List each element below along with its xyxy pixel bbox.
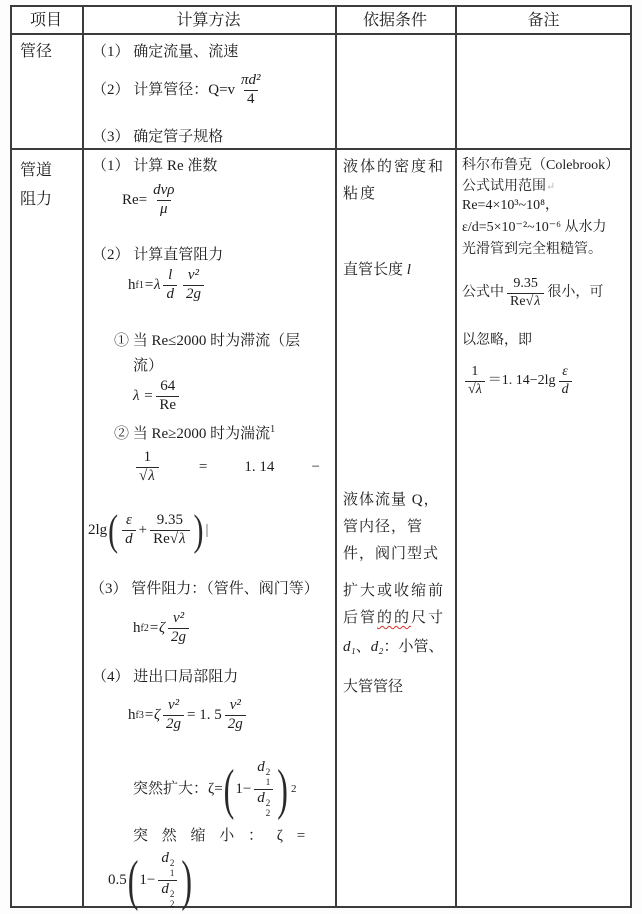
re-text: Re <box>153 530 170 547</box>
column-divider-2 <box>335 5 337 908</box>
fraction-numerator: v² <box>229 697 241 713</box>
fraction-v2-2g <box>183 268 204 303</box>
right-paren: ) <box>193 506 204 555</box>
header-row-divider <box>10 33 632 35</box>
fraction-eps-d <box>559 365 572 397</box>
var-d2: d₂ <box>370 639 384 655</box>
fraction-d1sq-d2sq <box>158 851 177 909</box>
row1-step1: （1） 确定流量、流速 <box>92 44 239 60</box>
condition-text: ：小管、 <box>383 639 444 655</box>
condition-density-viscosity: 液体的密度和粘度 <box>343 159 446 202</box>
fraction-denominator: d <box>122 530 136 548</box>
fraction-1-sqrtlambda <box>136 450 159 485</box>
expansion-label: 突然扩大：ζ= <box>133 781 223 798</box>
condition-pipe-sizes <box>343 578 453 632</box>
radicand: λ <box>148 467 155 484</box>
turbulent-case <box>114 423 275 444</box>
row1-row2-divider <box>10 148 632 150</box>
d-sup: 2 <box>169 858 175 868</box>
hf1-base: h <box>128 277 136 294</box>
formula-turbulent-rhs <box>88 506 209 555</box>
d-sub: 1 <box>169 868 175 879</box>
condition-d1-d2-line1 <box>343 637 443 657</box>
re-lhs: Re= <box>122 192 148 209</box>
equals-sign: = <box>198 459 208 476</box>
fraction-denominator: 2g <box>163 715 184 733</box>
condition-straight-pipe-length <box>343 260 411 280</box>
radicand: λ <box>534 293 541 309</box>
row2-item-label <box>20 156 52 214</box>
laminar-case-line2: 流） <box>133 358 164 374</box>
col-header-condition: 依据条件 <box>362 12 427 29</box>
cursor-bar: | <box>205 522 209 539</box>
var-l: l <box>406 262 411 278</box>
remark-re-range: Re=4×10³~10⁸， <box>462 198 559 213</box>
fraction-eps-d <box>122 513 136 548</box>
fraction-denominator <box>465 381 485 398</box>
fraction-numerator <box>158 851 177 880</box>
hf3-base: h <box>128 707 136 724</box>
remark-roughness-range-cont: 光滑管到完全粗糙管。 <box>462 242 602 257</box>
col-header-method: 计算方法 <box>176 12 241 29</box>
condition-text: 尺寸 <box>411 610 446 626</box>
fraction-v2-2g <box>225 698 246 733</box>
fraction-numerator: v² <box>167 697 180 713</box>
remark-ignore: 以忽略，即 <box>462 333 532 348</box>
fraction-v2-2g <box>168 611 189 646</box>
hf2-mid: =ζ <box>148 620 166 637</box>
hf3-mid: =ζ <box>143 707 161 724</box>
fraction-numerator: 1 <box>471 364 479 379</box>
radicand: λ <box>475 381 482 397</box>
d-sup: 2 <box>169 888 175 899</box>
equals-114-2lg: ＝1. 14−2lg <box>487 372 556 388</box>
lambda-lhs: λ = <box>133 388 154 405</box>
condition-text: 直管长度 <box>343 262 407 278</box>
fraction-denominator <box>254 789 273 819</box>
value-114: 1. 14 <box>244 459 275 476</box>
fraction-numerator: l <box>168 267 173 283</box>
fraction-numerator: 1 <box>143 449 152 465</box>
right-paren: ) <box>181 847 193 911</box>
method-step3: （3） 管件阻力：（管件、阀门等） <box>90 581 319 597</box>
row1-step2-formula <box>92 73 267 108</box>
remark-text: 很小，可 <box>547 284 604 300</box>
hf2-base: h <box>133 620 141 637</box>
row1-step3: （3） 确定管子规格 <box>92 129 224 145</box>
fraction-numerator: πd² <box>241 72 261 88</box>
formula-hf3 <box>128 698 249 733</box>
hf3-subscript: f3 <box>135 709 144 721</box>
fraction-935-resqrt <box>507 277 544 309</box>
equals-15: = 1. 5 <box>187 707 222 724</box>
condition-d1-d2-line2: 大管管径 <box>343 679 404 695</box>
left-paren: ( <box>223 756 235 820</box>
fraction-denominator: μ <box>157 200 171 218</box>
remark-small-term <box>462 277 603 309</box>
fraction-l-d <box>163 268 177 303</box>
turbulent-case-sup: 1 <box>270 424 276 435</box>
method-step1: （1） 计算 Re 准数 <box>92 158 218 174</box>
fraction-denominator: 2g <box>183 285 204 303</box>
fraction-denominator: 4 <box>244 90 258 108</box>
fraction-numerator: 9.35 <box>156 512 183 528</box>
hf1-mid: =λ <box>143 277 161 294</box>
plus-sign: + <box>138 522 148 539</box>
d-base: d <box>257 789 265 806</box>
remark-text: 科尔布鲁克（Colebrook）公式试用范围 <box>462 158 620 194</box>
col-header-note: 备注 <box>527 12 560 29</box>
var-d1: d₁ <box>343 639 356 655</box>
fraction-numerator: ε <box>125 512 132 528</box>
fraction-1-sqrtlambda <box>465 365 485 397</box>
radicand: λ <box>179 530 186 547</box>
2lg-prefix: 2lg <box>88 522 108 539</box>
remark-text: 公式中 <box>462 284 504 300</box>
fraction-denominator: 2g <box>225 715 246 733</box>
re-text: Re <box>510 293 526 309</box>
fraction-numerator: dvρ <box>153 182 175 198</box>
col-header-item: 项目 <box>29 12 62 29</box>
fraction-numerator: ε <box>562 364 568 379</box>
formula-reynolds <box>122 183 180 218</box>
row1-item-label: 管径 <box>20 43 53 60</box>
method-step4: （4） 进出口局部阻力 <box>92 669 239 685</box>
one-minus: 1− <box>139 872 156 889</box>
formula-sudden-expansion <box>133 756 297 820</box>
formula-hf1 <box>128 268 207 303</box>
hf2-subscript: f2 <box>140 622 149 634</box>
sqrt-icon: √ <box>468 381 476 397</box>
condition-flow-fittings: 液体流量 Q，管内径，管件，阀门型式 <box>343 492 440 562</box>
paragraph-mark-icon: ↵ <box>546 181 556 193</box>
fraction-denominator <box>150 530 189 548</box>
left-paren: ( <box>108 506 119 555</box>
d-base: d <box>257 759 265 775</box>
condition-text: 扩大或收缩前后管 <box>343 583 446 626</box>
remark-simplified-formula <box>462 365 575 397</box>
fraction-d1sq-d2sq <box>254 760 273 818</box>
formula-q-prefix: （2） 计算管径：Q=v <box>92 82 236 99</box>
fraction-pid2-4 <box>238 73 264 108</box>
fraction-935-resqrt <box>150 513 189 548</box>
sudden-contraction-label: 突 然 缩 小 ： ζ = <box>133 828 311 844</box>
laminar-case-line1: ① 当 Re≤2000 时为滞流（层 <box>114 333 301 349</box>
coefficient-05: 0.5 <box>108 872 127 889</box>
d-sub: 2 <box>265 808 271 819</box>
column-divider-3 <box>455 5 457 908</box>
fraction-v2-2g <box>163 698 184 733</box>
fraction-denominator: 2g <box>168 628 189 646</box>
spellcheck-wavy-text: 的的 <box>377 610 412 626</box>
fraction-denominator: d <box>163 285 177 303</box>
fraction-denominator: d <box>559 381 572 398</box>
fraction-numerator: v² <box>172 610 185 626</box>
separator: 、 <box>355 639 371 655</box>
formula-lambda <box>133 379 182 414</box>
d-sup: 2 <box>265 767 271 777</box>
minus-sign: − <box>311 459 320 476</box>
sqrt-icon: √ <box>139 467 148 484</box>
row2-item-line2: 阻力 <box>20 191 53 208</box>
fraction-numerator: 64 <box>160 378 176 394</box>
formula-hf2 <box>133 611 192 646</box>
right-paren: ) <box>277 756 288 820</box>
fraction-re <box>150 183 177 218</box>
fraction-64-re <box>156 379 179 414</box>
hf1-subscript: f1 <box>135 279 144 291</box>
formula-sudden-contraction <box>108 847 193 911</box>
outer-exponent: 2 <box>290 782 297 795</box>
fraction-numerator: v² <box>187 267 200 283</box>
d-base: d <box>161 850 169 866</box>
method-step2: （2） 计算直管阻力 <box>92 247 224 263</box>
fraction-denominator: Re <box>156 396 179 414</box>
column-divider-1 <box>82 5 84 908</box>
fraction-denominator <box>507 293 544 310</box>
remark-colebrook-range <box>462 155 630 198</box>
d-sub: 2 <box>169 899 175 910</box>
fraction-denominator <box>158 880 177 910</box>
fraction-denominator <box>136 467 159 485</box>
d-base: d <box>161 880 169 897</box>
sqrt-icon: √ <box>525 293 534 309</box>
d-sup: 2 <box>265 797 271 808</box>
turbulent-case-text: ② 当 Re≥2000 时为湍流 <box>114 426 271 442</box>
d-sub: 1 <box>265 777 271 788</box>
remark-roughness-range: ε/d=5×10⁻²~10⁻⁶ 从水力 <box>462 220 607 235</box>
one-minus: 1− <box>235 781 252 798</box>
fraction-numerator: 9.35 <box>513 276 538 291</box>
left-paren: ( <box>127 847 139 911</box>
sqrt-icon: √ <box>169 530 179 547</box>
fraction-numerator <box>254 760 273 789</box>
row2-item-line1: 管道 <box>20 162 53 179</box>
formula-turbulent-lhs <box>133 450 320 485</box>
